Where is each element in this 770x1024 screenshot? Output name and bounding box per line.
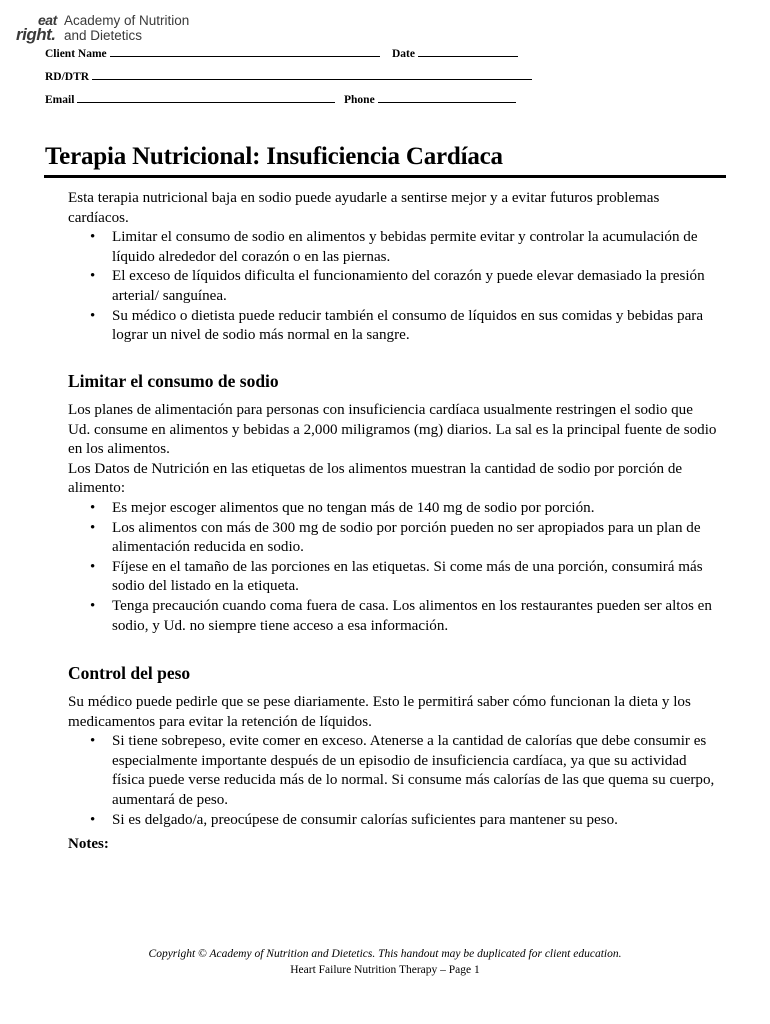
- intro-bullet-list: [68, 228, 718, 346]
- footer-copyright: Copyright © Academy of Nutrition and Dietetics. This handout may be duplicated for client education.: [148, 948, 622, 960]
- footer-page-label: Heart Failure Nutrition Therapy – Page 1: [290, 964, 480, 976]
- phone-blank[interactable]: [378, 92, 516, 103]
- sodium-bullet-3: • Fíjese en el tamaño de las porciones en las etiquetas. Si come más de una porción, consumirá más sodio del listado en la etiqueta.: [68, 558, 718, 597]
- weight-bullet-1: • Si tiene sobrepeso, evite comer en exceso. Atenerse a la cantidad de calorías que debe consumir es especialmente importante después de un episodio de insuficiencia cardíaca, ya que su actividad física puede verse reducida más de lo normal. Si consume más calorías de las que quema su cuerpo, aumentará de peso.: [68, 732, 718, 810]
- sodium-section: [68, 401, 718, 636]
- date-label: Date: [392, 48, 415, 60]
- email-field[interactable]: [45, 92, 335, 106]
- phone-label: Phone: [344, 94, 375, 106]
- sodium-bullet-2: • Los alimentos con más de 300 mg de sodio por porción pueden no ser apropiados para un plan de alimentación reducida en sodio.: [68, 519, 718, 558]
- logo-name-line2: and Dietetics: [64, 28, 143, 43]
- page-title: Terapia Nutricional: Insuficiencia Cardíaca: [45, 143, 503, 170]
- date-field[interactable]: [392, 46, 518, 60]
- client-name-field[interactable]: [45, 46, 380, 60]
- sodium-paragraph-1: Los planes de alimentación para personas con insuficiencia cardíaca usualmente restringen el sodio que Ud. consume en alimentos y bebidas a 2,000 miligramos (mg) diarios. La sal es la principal fuente de sodio en los alimentos.: [68, 402, 717, 458]
- sodium-bullet-1: • Es mejor escoger alimentos que no tengan más de 140 mg de sodio por porción.: [68, 499, 718, 519]
- logo-mark-right: right.: [16, 25, 56, 44]
- phone-field[interactable]: [344, 92, 516, 106]
- sodium-section-heading: Limitar el consumo de sodio: [68, 371, 279, 391]
- logo-name-line1: Academy of Nutrition: [64, 13, 190, 28]
- notes-label: Notes:: [68, 836, 109, 852]
- date-blank[interactable]: [418, 46, 518, 57]
- intro-bullet-1: • Limitar el consumo de sodio en alimentos y bebidas permite evitar y controlar la acumulación de líquido alrededor del corazón o en las piernas.: [68, 228, 718, 267]
- client-name-label: Client Name: [45, 48, 107, 60]
- rd-dtr-blank[interactable]: [92, 69, 532, 80]
- sodium-bullet-list: [68, 499, 718, 636]
- rd-dtr-field[interactable]: [45, 69, 532, 83]
- logo-mark-eat: eat: [38, 12, 57, 28]
- title-divider: [44, 175, 726, 178]
- intro-paragraph: Esta terapia nutricional baja en sodio puede ayudarle a sentirse mejor y a evitar futuros problemas cardíacos.: [68, 190, 660, 226]
- academy-logo: [14, 10, 204, 46]
- weight-bullet-2: • Si es delgado/a, preocúpese de consumir calorías suficientes para mantener su peso.: [68, 811, 718, 831]
- client-name-blank[interactable]: [110, 46, 380, 57]
- sodium-paragraph-2: Los Datos de Nutrición en las etiquetas de los alimentos muestran la cantidad de sodio por porción de alimento:: [68, 460, 683, 497]
- rd-dtr-label: RD/DTR: [45, 71, 90, 83]
- email-label: Email: [45, 94, 75, 106]
- intro-bullet-2: • El exceso de líquidos dificulta el funcionamiento del corazón y puede elevar demasiado la presión arterial/ sanguínea.: [68, 267, 718, 306]
- email-blank[interactable]: [77, 92, 335, 103]
- weight-paragraph: Su médico puede pedirle que se pese diariamente. Esto le permitirá saber cómo funcionan la dieta y los medicamentos para evitar la retención de líquidos.: [68, 694, 691, 730]
- weight-section-heading: Control del peso: [68, 663, 191, 683]
- sodium-bullet-4: • Tenga precaución cuando coma fuera de casa. Los alimentos en los restaurantes pueden ser altos en sodio, y Ud. no siempre tiene acceso a esa información.: [68, 597, 718, 636]
- eatright-logo-mark: [14, 10, 64, 46]
- weight-bullet-list: [68, 732, 718, 830]
- intro-bullet-3: • Su médico o dietista puede reducir también el consumo de líquidos en sus comidas y bebidas para lograr un nivel de sodio más normal en la sangre.: [68, 307, 718, 346]
- weight-section: [68, 693, 718, 830]
- intro-section: [68, 189, 718, 346]
- logo-org-name: [64, 13, 189, 43]
